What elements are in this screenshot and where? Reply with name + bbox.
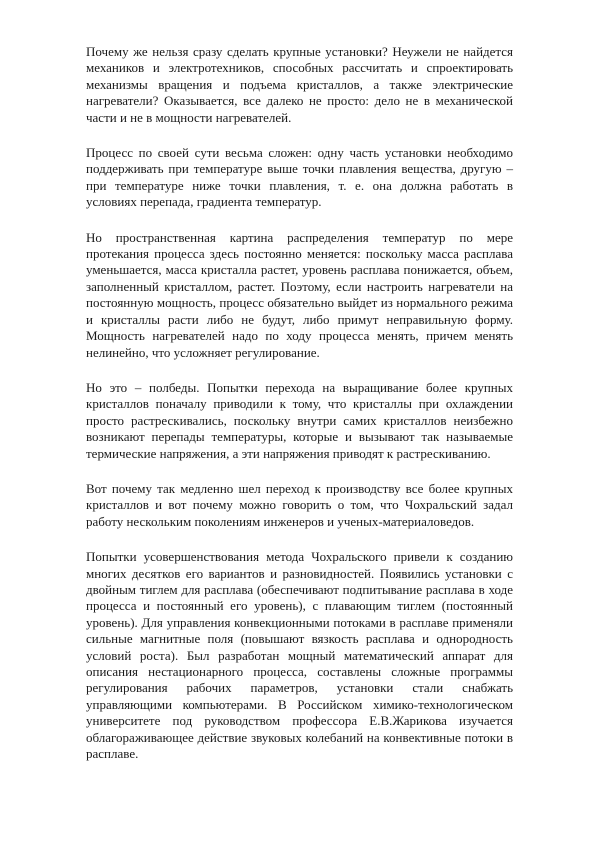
paragraph-slow-transition: Вот почему так медленно шел переход к производству все более крупных кристаллов и вот почему можно говорить о том, что Чохральский задал работу нескольким поколениям инженеров и ученых-материаловедов. <box>86 480 513 529</box>
paragraph-process-complexity: Процесс по своей сути весьма сложен: одну часть установки необходимо поддерживать при температуре выше точки плавления вещества, другую – при температуре ниже точки плавления, т. е. она должна работать в условиях перепада, градиента температур. <box>86 145 513 210</box>
paragraph-thermal-stress: Но это – полбеды. Попытки перехода на выращивание более крупных кристаллов поначалу приводили к тому, что кристаллы при охлаждении просто растрескивались, поскольку внутри самих кристаллов неизбежно возникают перепады температуры, которые и вызывают так называемые термические напряжения, а эти напряжения приводят к растрескиванию. <box>86 379 513 461</box>
document-page <box>86 44 513 781</box>
paragraph-large-installations: Почему же нельзя сразу сделать крупные установки? Неужели не найдется механиков и электротехников, способных рассчитать и спроектировать механизмы вращения и подъема кристаллов, а также электрические нагреватели? Оказывается, все далеко не просто: дело не в механической части и не в мощности нагревателей. <box>86 44 513 125</box>
paragraph-temperature-distribution: Но пространственная картина распределения температур по мере протекания процесса здесь постоянно меняется: поскольку масса расплава уменьшается, масса кристалла растет, уровень расплава понижается, объем, заполненный кристаллом, растет. Поэтому, если настроить нагреватели на постоянную мощность, процесс обязательно выйдет из нормального режима и кристаллы расти либо не будут, либо примут неправильную форму. Мощность нагревателей надо по ходу процесса менять, причем менять нелинейно, что усложняет регулирование. <box>86 229 513 360</box>
paragraph-method-improvements: Попытки усовершенствования метода Чохральского привели к созданию многих десятков его вариантов и разновидностей. Появились установки с двойным тиглем для расплава (обеспечивают подпитывание расплава в ходе процесса и постоянный его уровень), с плавающим тиглем (постоянный уровень). Для управления конвекционными потоками в расплаве применяли сильные магнитные поля (повышают вязкость расплава и однородность условий роста). Был разработан мощный математический аппарат для описания нестационарного процесса, составлены сложные программы регулирования рабочих параметров, установки стали снабжать управляющими компьютерами. В Российском химико-технологическом университете под руководством профессора Е.В.Жарикова изучается облагораживающее действие звуковых колебаний на конвективные потоки в расплаве. <box>86 549 513 762</box>
